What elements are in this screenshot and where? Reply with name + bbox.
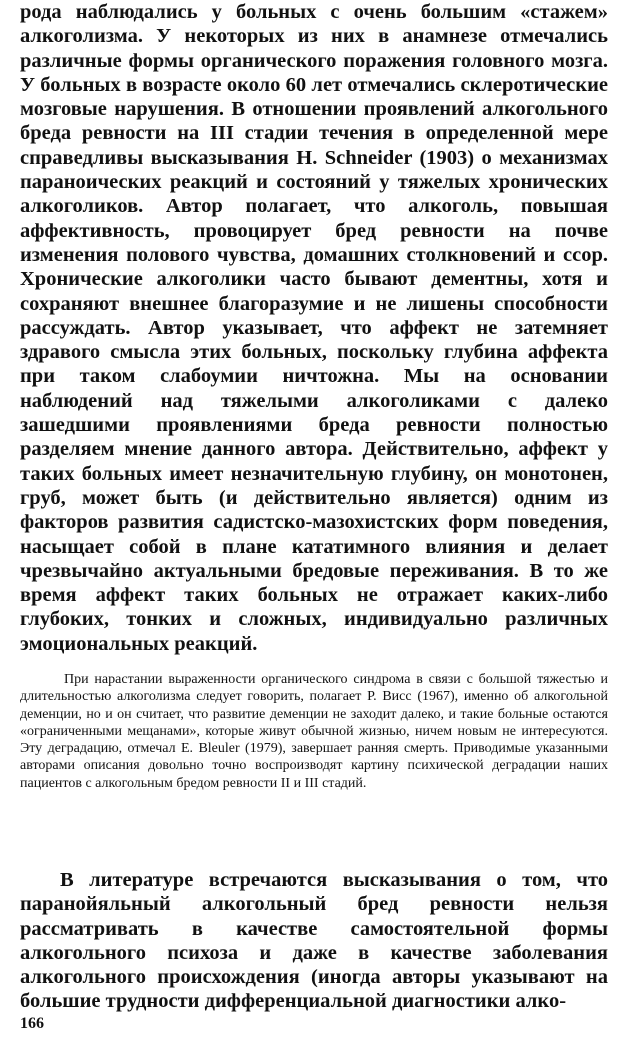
body-paragraph-2: В литературе встречаются высказывания о том, что паранойяльный алкогольный бред ревности нельзя рассматривать в качестве самостоятельной формы алкогольного психоза и даже в качестве заболевания алкогольного происхождения (иногда авторы указывают на большие трудности дифференциальной диагностики алко- bbox=[20, 869, 608, 1013]
body-paragraph-1: рода наблюдались у больных с очень большим «стажем» алкоголизма. У некоторых из них в анамнезе отмечались различные формы органического поражения головного мозга. У больных в возрасте около 60 лет отмечались склеротические мозговые нарушения. В отношении проявлений алкогольного бреда ревности на III стадии течения в определенной мере справедливы высказывания H. Schneider (1903) о механизмах параноических реакций и состояний у тяжелых хронических алкоголиков. Автор полагает, что алкоголь, повышая аффективность, провоцирует бред ревности на почве изменения полового чувства, домашних столкновений и ссор. Хронические алкоголики часто бывают дементны, хотя и сохраняют внешнее благоразумие и не лишены способности рассуждать. Автор указывает, что аффект не затемняет здравого смысла этих больных, поскольку глубина аффекта при таком слабоумии ничтожна. Мы на основании наблюдений над тяжелыми алкоголиками с далеко зашедшими проявлениями бреда ревности полностью разделяем мнение данного автора. Действительно, аффект у таких больных имеет незначительную глубину, он монотонен, груб, может быть (и действительно является) одним из факторов развития садистско-мазохистских форм поведения, насыщает собой в плане кататимного влияния и делает чрезвычайно актуальными бредовые переживания. В то же время аффект таких больных не отражает каких-либо глубоких, тонких и сложных, индивидуально различных эмоциональных реакций. bbox=[20, 1, 608, 655]
small-print-paragraph: При нарастании выраженности органического синдрома в связи с большой тяжестью и длительностью алкоголизма следует говорить, полагает Р. Висс (1967), именно об алкогольной деменции, но и он считает, что развитие деменции не заходит далеко, и такие больные остаются «ограниченными мещанами», которые живут обычной жизнью, ничем новым не интересуются. Эту деградацию, отмечал E. Bleuler (1979), завершает ранняя смерть. Приводимые указанными авторами описания довольно точно воспроизводят картину психической деградации наших пациентов с алкогольным бредом ревности II и III стадий. bbox=[20, 672, 608, 791]
page-number: 166 bbox=[20, 1015, 44, 1032]
